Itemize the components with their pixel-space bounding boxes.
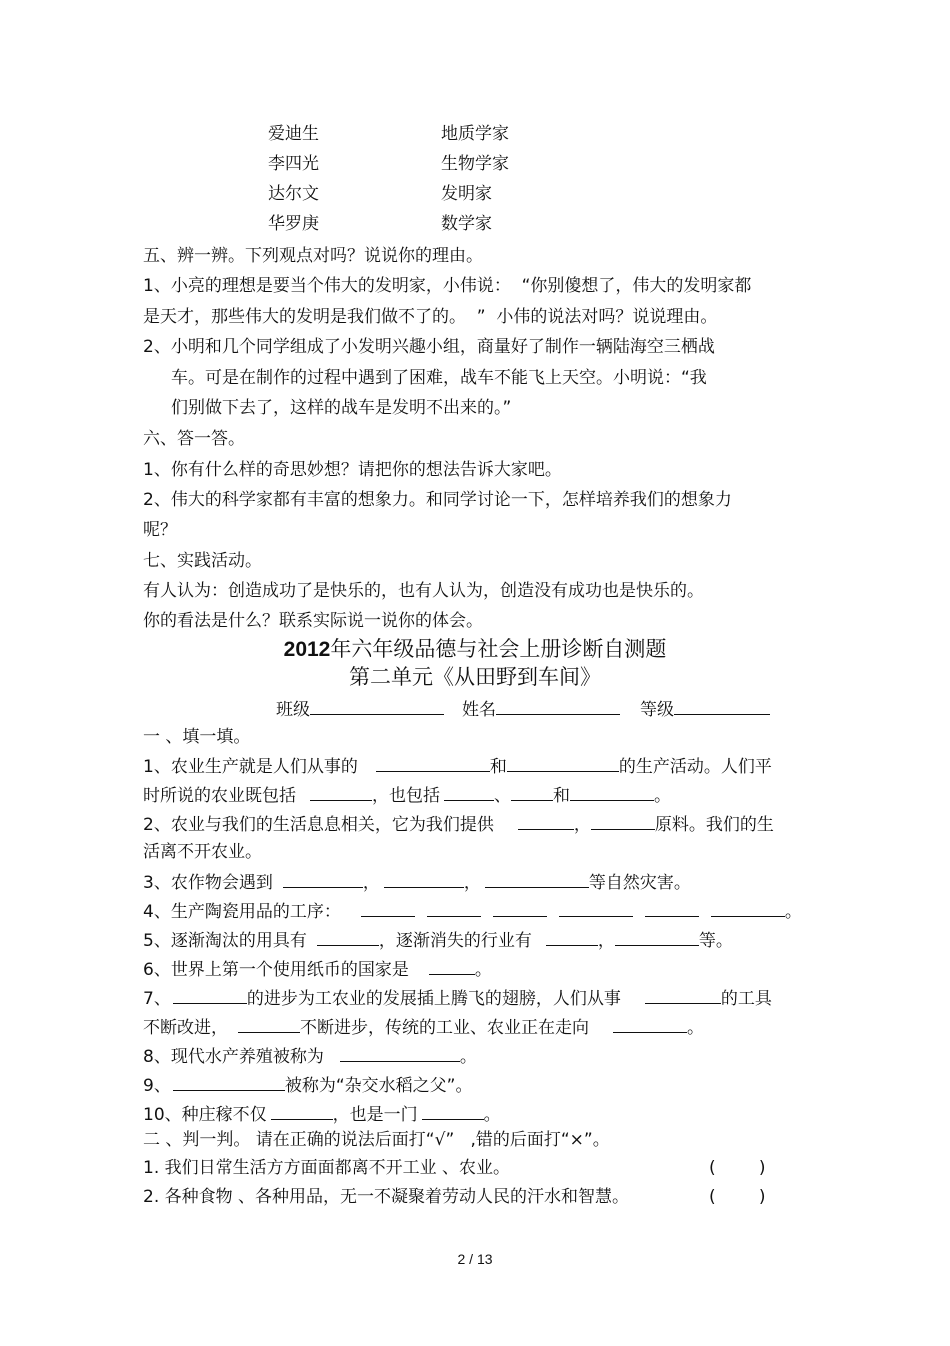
section5-q2-line1: 2、小明和几个同学组成了小发明兴趣小组，商量好了制作一辆陆海空三栖战 [143,337,715,357]
section6-q2-line2: 呢？ [143,520,177,540]
p1-q5: 5、逐渐淘汰的用具有 ，逐渐消失的行业有 ， 等。 [143,928,733,952]
section5-q1-line2: 是天才，那些伟大的发明是我们做不了的。 ” 小伟的说法对吗？说说理由。 [143,307,718,327]
section6-heading: 六、答一答。 [143,429,245,449]
section5-q2-line2: 车。可是在制作的过程中遇到了困难，战车不能飞上天空。小明说：“我 [171,368,707,388]
match-left-4: 华罗庚 [268,214,319,234]
class-field[interactable] [310,697,444,715]
blank[interactable] [340,1044,460,1062]
p2-q2: 2. 各种食物 、各种用品，无一不凝聚着劳动人民的汗水和智慧。 [143,1187,630,1207]
section5-heading: 五、辨一辨。下列观点对吗？说说你的理由。 [143,246,483,266]
p1-q6: 6、世界上第一个使用纸币的国家是 。 [143,957,492,981]
blank[interactable] [271,1102,333,1120]
blank[interactable] [645,899,699,917]
match-right-3: 发明家 [441,184,492,204]
blank[interactable] [422,1102,484,1120]
title-year: 2012 [283,638,331,661]
exam-title [0,636,950,663]
title-rest: 年六年级品德与社会上册诊断自测题 [330,637,667,661]
blank[interactable] [427,899,481,917]
p1-q7-line1: 7、 的进步为工农业的发展插上腾飞的翅膀，人们从事 的工具 [143,986,772,1010]
blank[interactable] [493,899,547,917]
blank[interactable] [384,870,464,888]
p1-q7-line2: 不断改进， 不断进步，传统的工业、农业正在走向 。 [143,1015,704,1039]
p1-q4: 4、生产陶瓷用品的工序： 。 [143,899,802,923]
blank[interactable] [591,812,655,830]
blank[interactable] [511,783,553,801]
p1-q3: 3、农作物会遇到 ， ， 等自然灾害。 [143,870,691,894]
p1-q9: 9、 被称为“杂交水稻之父”。 [143,1073,472,1097]
p2-q1: 1. 我们日常生活方方面面都离不开工业 、农业。 [143,1158,511,1178]
part1-heading: 一 、填一填。 [143,727,251,747]
blank[interactable] [310,783,372,801]
blank[interactable] [173,986,247,1004]
class-label: 班级 [276,700,310,720]
info-row [276,697,770,721]
p1-q1-line2: 时所说的农业既包括 ，也包括 、 和 。 [143,783,671,807]
blank[interactable] [173,1073,285,1091]
blank[interactable] [570,783,654,801]
blank[interactable] [376,754,490,772]
match-left-2: 李四光 [268,154,319,174]
p1-q2-line1: 2、农业与我们的生活息息相关，它为我们提供 ， 原料。我们的生 [143,812,774,836]
section6-q2-line1: 2、伟大的科学家都有丰富的想象力。和同学讨论一下，怎样培养我们的想象力 [143,490,732,510]
p1-q8: 8、现代水产养殖被称为 。 [143,1044,477,1068]
blank[interactable] [317,928,379,946]
match-right-1: 地质学家 [441,124,509,144]
match-left-1: 爱迪生 [268,124,319,144]
blank[interactable] [283,870,363,888]
answer-paren-1[interactable]: ( ) [709,1158,766,1178]
name-field[interactable] [496,697,620,715]
answer-paren-2[interactable]: ( ) [709,1187,766,1207]
section7-line1: 有人认为：创造成功了是快乐的，也有人认为，创造没有成功也是快乐的。 [143,581,704,601]
section6-q1: 1、你有什么样的奇思妙想？请把你的想法告诉大家吧。 [143,460,562,480]
blank[interactable] [444,783,494,801]
exam-subtitle: 第二单元《从田野到车间》 [349,665,601,689]
match-right-2: 生物学家 [441,154,509,174]
name-label: 姓名 [462,700,496,720]
blank[interactable] [645,986,721,1004]
section7-heading: 七、实践活动。 [143,551,262,571]
page-number: 2 / 13 [457,1251,493,1267]
blank[interactable] [613,1015,687,1033]
blank[interactable] [361,899,415,917]
blank[interactable] [485,870,589,888]
blank[interactable] [507,754,619,772]
grade-field[interactable] [674,697,770,715]
blank[interactable] [615,928,699,946]
match-right-4: 数学家 [441,214,492,234]
blank[interactable] [429,957,475,975]
section5-q1-line1: 1、小亮的理想是要当个伟大的发明家，小伟说： “你别傻想了，伟大的发明家都 [143,276,752,296]
p1-q10: 10、种庄稼不仅 ，也是一门 。 [143,1102,501,1126]
blank[interactable] [518,812,574,830]
grade-label: 等级 [640,700,674,720]
match-left-3: 达尔文 [268,184,319,204]
blank[interactable] [238,1015,300,1033]
blank[interactable] [711,899,785,917]
part2-heading: 二 、判一判。 请在正确的说法后面打“√” ,错的后面打“×”。 [143,1130,610,1150]
blank[interactable] [559,899,633,917]
section5-q2-line3: 们别做下去了，这样的战车是发明不出来的。” [171,398,512,418]
p1-q1-line1: 1、农业生产就是人们从事的 和 的生产活动。人们平 [143,754,772,778]
blank[interactable] [546,928,598,946]
p1-q2-line2: 活离不开农业。 [143,842,262,862]
section7-line2: 你的看法是什么？联系实际说一说你的体会。 [143,611,483,631]
